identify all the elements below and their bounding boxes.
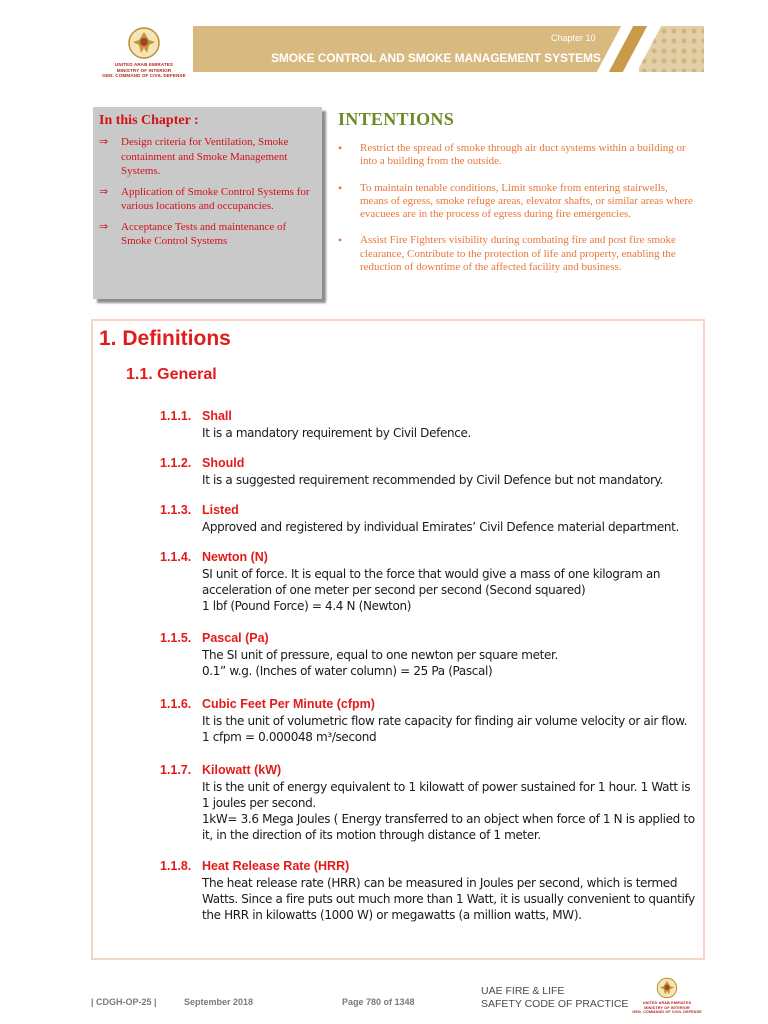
definitions-heading: 1. Definitions [99, 327, 231, 350]
intention-item: • Assist Fire Fighters visibility during combating fire and post fire smoke clearance, Contribute to the protection of life and property, enabling the reduction of downtime of the affected facility and business. [338, 233, 676, 274]
logo-line: MINISTRY OF INTERIOR [116, 67, 172, 73]
chapter-banner [193, 26, 704, 72]
intention-item: • To maintain tenable conditions, Limit smoke from entering stairwells, means of egress, smoke refuge areas, elevator shafts, or similar areas where evacuees are in the process of egress during fire emergencies. [338, 180, 693, 221]
definitions-panel [91, 319, 705, 960]
intentions-title: INTENTIONS [338, 109, 455, 129]
definition-term: Shall [202, 409, 232, 423]
chapter-item: ⇒ Design criteria for Ventilation, Smoke containment and Smoke Management Systems. [99, 136, 289, 177]
chapter-number: Chapter 10 [551, 33, 596, 43]
definition-cfpm [160, 697, 700, 745]
page-number: Page 780 of 1348 [342, 997, 415, 1007]
falcon-emblem-icon [127, 26, 161, 60]
definition-term: Listed [202, 503, 239, 517]
definition-kilowatt [160, 763, 700, 843]
definition-listed [160, 503, 700, 535]
definition-number: 1.1.8. [160, 859, 192, 873]
logo-line: MINISTRY OF INTERIOR [644, 1005, 690, 1010]
definition-term: Heat Release Rate (HRR) [202, 859, 350, 873]
definition-number: 1.1.4. [160, 550, 192, 564]
definition-hrr [160, 859, 700, 923]
logo-line: GEN. COMMAND OF CIVIL DEFENSE [102, 73, 186, 79]
logo-line: UNITED ARAB EMIRATES [114, 62, 174, 67]
falcon-emblem-icon [656, 977, 678, 999]
definition-number: 1.1.3. [160, 503, 192, 517]
double-arrow-icon: ⇒ [99, 136, 109, 148]
definition-text: It is the unit of energy equivalent to 1 kilowatt of power sustained for 1 hour. 1 Watt is 1 joules per second. [202, 780, 691, 810]
definition-number: 1.1.2. [160, 456, 192, 470]
bullet-icon: • [338, 141, 343, 155]
definition-text: 1 cfpm = 0.000048 m³/second [202, 730, 377, 744]
logo-line: UNITED ARAB EMIRATES [642, 1001, 692, 1005]
definition-text: The heat release rate (HRR) can be measured in Joules per second, which is termed Watts. Since a fire puts out much more than 1 Watt, it is usually convenient to quantify the HRR in kilowatts (1000 W) or megawatts (a million watts, MW). [202, 876, 695, 922]
bullet-icon: • [338, 233, 343, 248]
definition-text: 1kW= 3.6 Mega Joules ( Energy transferred to an object when force of 1 N is applied to it, in the direction of its motion through distance of 1 meter. [202, 812, 695, 842]
civil-defense-logo [94, 26, 194, 79]
definition-text: It is the unit of volumetric flow rate capacity for finding air volume velocity or air flow. [202, 714, 688, 728]
definition-term: Cubic Feet Per Minute (cfpm) [202, 697, 375, 711]
definition-text: It is a mandatory requirement by Civil Defence. [202, 426, 472, 440]
doc-code: | CDGH-OP-25 | [91, 997, 157, 1007]
definition-text: 0.1” w.g. (Inches of water column) = 25 Pa (Pascal) [202, 664, 493, 678]
definition-text: Approved and registered by individual Emirates’ Civil Defence material department. [202, 520, 679, 534]
double-arrow-icon: ⇒ [99, 185, 109, 198]
footer-brand: UAE FIRE & LIFE SAFETY CODE OF PRACTICE [481, 985, 629, 1010]
definition-number: 1.1.6. [160, 697, 192, 711]
definition-number: 1.1.7. [160, 763, 192, 777]
definition-text: It is a suggested requirement recommended by Civil Defence but not mandatory. [202, 473, 664, 487]
definition-term: Should [202, 456, 245, 470]
chapter-title: SMOKE CONTROL AND SMOKE MANAGEMENT SYSTEMS [271, 51, 601, 65]
definition-pascal [160, 631, 700, 679]
intentions-section [338, 109, 698, 287]
intention-item: • Restrict the spread of smoke through air duct systems within a building or into a building from the outside. [338, 141, 686, 168]
general-subheading: 1.1. General [126, 366, 217, 383]
footer-logo [632, 977, 702, 1015]
in-this-chapter-title: In this Chapter : [99, 113, 199, 128]
chapter-item: ⇒ Application of Smoke Control Systems for various locations and occupancies. [99, 185, 310, 212]
definition-number: 1.1.1. [160, 409, 192, 423]
definition-term: Pascal (Pa) [202, 631, 269, 645]
definition-text: SI unit of force. It is equal to the force that would give a mass of one kilogram an acceleration of one meter per second per second (Second squared) [202, 567, 661, 597]
definition-number: 1.1.5. [160, 631, 192, 645]
definition-text: The SI unit of pressure, equal to one newton per square meter. [202, 648, 558, 662]
definition-shall [160, 409, 700, 441]
bullet-icon: • [338, 180, 343, 195]
definition-term: Kilowatt (kW) [202, 763, 282, 777]
definition-should [160, 456, 700, 488]
definition-text: 1 lbf (Pound Force) = 4.4 N (Newton) [202, 599, 412, 613]
double-arrow-icon: ⇒ [99, 220, 109, 233]
in-this-chapter-box [93, 107, 322, 299]
logo-line: GEN. COMMAND OF CIVIL DEFENSE [632, 1010, 702, 1015]
doc-date: September 2018 [184, 997, 254, 1007]
chapter-item: ⇒ Acceptance Tests and maintenance of Smoke Control Systems [99, 220, 287, 247]
definition-term: Newton (N) [202, 550, 268, 564]
definition-newton [160, 550, 700, 614]
